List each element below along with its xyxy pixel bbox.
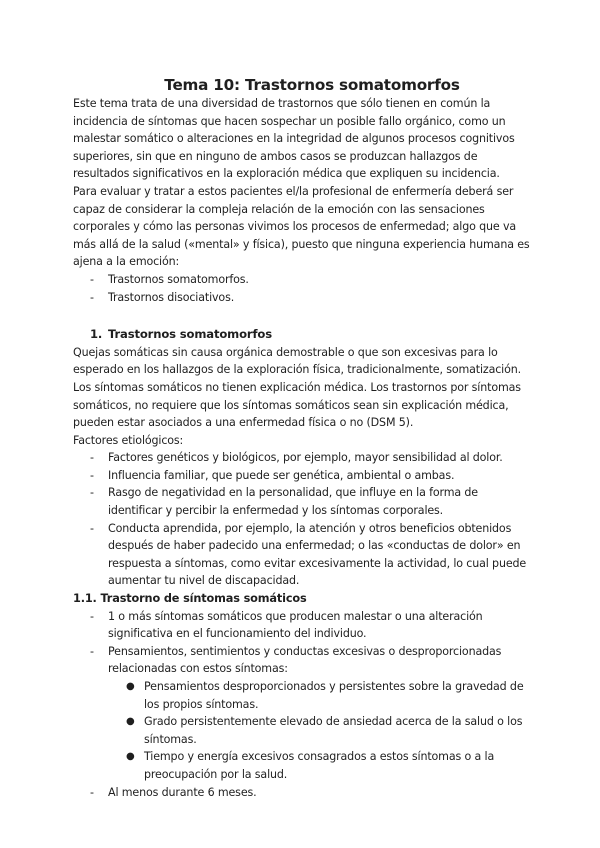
- sublist-item-text: Grado persistentemente elevado de ansiedad acerca de la salud o los síntomas.: [144, 715, 523, 746]
- list-item-text: Al menos durante 6 meses.: [108, 785, 257, 799]
- bullet-marker: ●: [126, 716, 135, 728]
- section-1-1-heading: 1.1. Trastorno de síntomas somáticos: [73, 592, 307, 606]
- list-item-text: Trastornos disociativos.: [108, 290, 235, 304]
- dash-marker: -: [90, 272, 94, 286]
- section-title: Trastornos somatomorfos: [108, 327, 272, 342]
- list-item: [73, 271, 533, 289]
- list-item: [73, 784, 533, 802]
- dash-marker: -: [90, 785, 94, 799]
- list-item-text: 1 o más síntomas somáticos que producen malestar o una alteración significativa en el funcionamiento del individuo.: [108, 609, 483, 641]
- document-page: [73, 76, 533, 801]
- section-1-heading: [73, 326, 533, 344]
- sublist-item-text: Tiempo y energía excesivos consagrados a estos síntomas o a la preocupación por la salud.: [144, 750, 495, 781]
- dash-marker: -: [90, 486, 94, 500]
- list-item-text: Pensamientos, sentimientos y conductas excesivas o desproporcionadas relacionadas con estos síntomas:: [108, 644, 502, 676]
- intro-paragraph-2: Para evaluar y tratar a estos pacientes el/la profesional de enfermería deberá ser capaz de considerar la compleja relación de la emoción con las sensaciones corporales y cómo las personas vivimos los procesos de enfermedad; algo que va más allá de la salud («mental» y física), puesto que ninguna experiencia humana es ajena a la emoción:: [73, 184, 530, 269]
- dash-marker: -: [90, 609, 94, 623]
- sublist-item: [73, 678, 533, 713]
- section-1-body: Quejas somáticas sin causa orgánica demostrable o que son excesivas para lo esperado en los hallazgos de la exploración física, tradicionalmente, somatización. Los síntomas somáticos no tienen explicación médica. Los trastornos por síntomas somáticos, no requiere que los síntomas somáticos sean sin explicación médica, pueden estar asociados a una enfermedad física o no (DSM 5).: [73, 345, 521, 430]
- list-item: [73, 643, 533, 678]
- list-item-text: Rasgo de negatividad en la personalidad, que influye en la forma de identificar y percibir la enfermedad y los síntomas corporales.: [108, 486, 478, 518]
- criteria-list: [73, 608, 533, 678]
- page-title: Tema 10: Trastornos somatomorfos: [164, 76, 460, 94]
- factors-list: [73, 449, 533, 590]
- list-item-text: Influencia familiar, que puede ser genética, ambiental o ambas.: [108, 468, 455, 482]
- list-item: [73, 449, 533, 467]
- intro-paragraph-1: Este tema trata de una diversidad de trastornos que sólo tienen en común la incidencia de síntomas que hacen sospechar un posible fallo orgánico, como un malestar somático o alteraciones en la integridad de algunos procesos cognitivos superiores, sin que en ninguno de ambos casos se produzcan hallazgos de resultados significativos en la exploración médica que expliquen su incidencia.: [73, 97, 515, 181]
- dash-marker: -: [90, 451, 94, 465]
- list-item-text: Factores genéticos y biológicos, por ejemplo, mayor sensibilidad al dolor.: [108, 451, 503, 465]
- list-item-text: Trastornos somatomorfos.: [108, 272, 249, 286]
- criteria-sublist: [73, 678, 533, 784]
- dash-marker: -: [90, 468, 94, 482]
- dash-marker: -: [90, 521, 94, 535]
- intro-list: [73, 271, 533, 306]
- bullet-marker: ●: [126, 681, 135, 692]
- sublist-item: [73, 713, 533, 748]
- list-item-text: Conducta aprendida, por ejemplo, la atención y otros beneficios obtenidos después de haber padecido una enfermedad; o las «conductas de dolor» en respuesta a síntomas, como evitar excesivamente la actividad, lo cual puede aumentar tu nivel de discapacidad.: [108, 521, 527, 588]
- list-item: [73, 467, 533, 485]
- section-number: 1.: [90, 327, 103, 342]
- bullet-marker: ●: [126, 751, 135, 763]
- criteria-list-end: [73, 784, 533, 802]
- list-item: [73, 289, 533, 307]
- dash-marker: -: [90, 644, 94, 658]
- factors-label: Factores etiológicos:: [73, 433, 184, 447]
- dash-marker: -: [90, 290, 94, 304]
- sublist-item: [73, 748, 533, 783]
- list-item: [73, 484, 533, 519]
- sublist-item-text: Pensamientos desproporcionados y persistentes sobre la gravedad de los propios síntomas.: [144, 680, 524, 711]
- list-item: [73, 520, 533, 590]
- list-item: [73, 608, 533, 643]
